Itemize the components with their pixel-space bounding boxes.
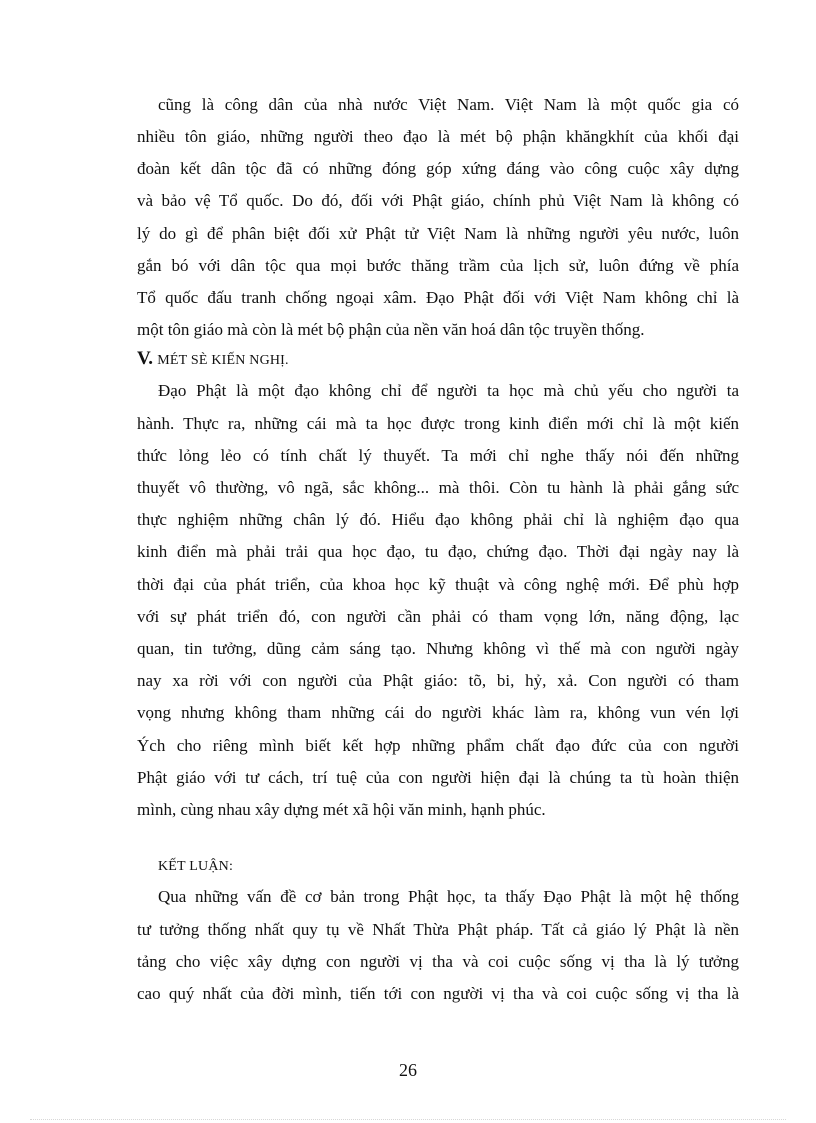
paragraph-line: nay xa rời với con người của Phật giáo: tõ, bi, hỷ, xả. Con người có tham <box>137 671 739 690</box>
paragraph-line: tảng cho việc xây dựng con người vị tha và coi cuộc sống vị tha là lý tưởng <box>137 952 739 971</box>
paragraph-line: thức lỏng lẻo có tính chất lý thuyết. Ta mới chỉ nghe thấy nói đến những <box>137 446 739 465</box>
section-number: V. <box>137 348 154 369</box>
paragraph-line: Đạo Phật là một đạo không chỉ để người ta học mà chủ yếu cho người ta <box>158 381 739 400</box>
paragraph-line: một tôn giáo mà còn là mét bộ phận của nền văn hoá dân tộc truyền thống. <box>137 320 645 339</box>
paragraph-line: và bảo vệ Tổ quốc. Do đó, đối với Phật giáo, chính phủ Việt Nam là không có <box>137 191 739 210</box>
paragraph-line: thuyết vô thường, vô ngã, sắc không... mà thôi. Còn tu hành là phải gắng sức <box>137 478 739 497</box>
paragraph-line: với sự phát triển đó, con người cần phải có tham vọng lớn, năng động, lạc <box>137 607 739 626</box>
paragraph-line: mình, cùng nhau xây dựng mét xã hội văn minh, hạnh phúc. <box>137 800 546 819</box>
conclusion-heading: KẾT LUẬN: <box>158 859 234 874</box>
paragraph-line: đoàn kết dân tộc đã có những đóng góp xứng đáng vào công cuộc xây dựng <box>137 159 739 178</box>
paragraph-line: kinh điển mà phải trải qua học đạo, tu đạo, chứng đạo. Thời đại ngày nay là <box>137 542 739 561</box>
page-bottom-divider <box>30 1119 786 1120</box>
paragraph-line: gắn bó với dân tộc qua mọi bước thăng trầm của lịch sử, luôn đứng về phía <box>137 256 739 275</box>
page-number: 26 <box>399 1060 417 1080</box>
paragraph-line: tư tưởng thống nhất quy tụ về Nhất Thừa Phật pháp. Tất cả giáo lý Phật là nền <box>137 920 739 939</box>
paragraph-line: quan, tin tưởng, dũng cảm sáng tạo. Nhưng không vì thế mà con người ngày <box>137 639 739 658</box>
paragraph-line: thời đại của phát triển, của khoa học kỹ thuật và công nghệ mới. Để phù hợp <box>137 575 739 594</box>
paragraph-line: Tổ quốc đấu tranh chống ngoại xâm. Đạo Phật đối với Việt Nam không chỉ là <box>137 288 739 307</box>
paragraph-line: lý do gì để phân biệt đối xử Phật tử Việt Nam là những người yêu nước, luôn <box>137 224 739 243</box>
paragraph-line: Ých cho riêng mình biết kết hợp những phẩm chất đạo đức của con người <box>137 736 739 755</box>
paragraph-line: hành. Thực ra, những cái mà ta học được trong kinh điển mới chỉ là một kiến <box>137 414 739 433</box>
paragraph-line: cũng là công dân của nhà nước Việt Nam. Việt Nam là một quốc gia có <box>158 95 739 114</box>
paragraph-line: thực nghiệm những chân lý đó. Hiểu đạo không phải chỉ là nghiệm đạo qua <box>137 510 739 529</box>
section-title: MÉT SÈ KIẾN NGHỊ. <box>157 353 289 368</box>
section-heading <box>137 343 739 375</box>
paragraph-line: cao quý nhất của đời mình, tiến tới con người vị tha và coi cuộc sống vị tha là <box>137 984 739 1003</box>
paragraph-line: Qua những vấn đề cơ bản trong Phật học, ta thấy Đạo Phật là một hệ thống <box>158 887 739 906</box>
paragraph-line: vọng nhưng không tham những cái do người khác làm ra, không vun vén lợi <box>137 703 739 722</box>
paragraph-line: Phật giáo với tư cách, trí tuệ của con người hiện đại là chúng ta tù hoàn thiện <box>137 768 739 787</box>
paragraph-line: nhiều tôn giáo, những người theo đạo là mét bộ phận khăngkhít của khối đại <box>137 127 739 146</box>
